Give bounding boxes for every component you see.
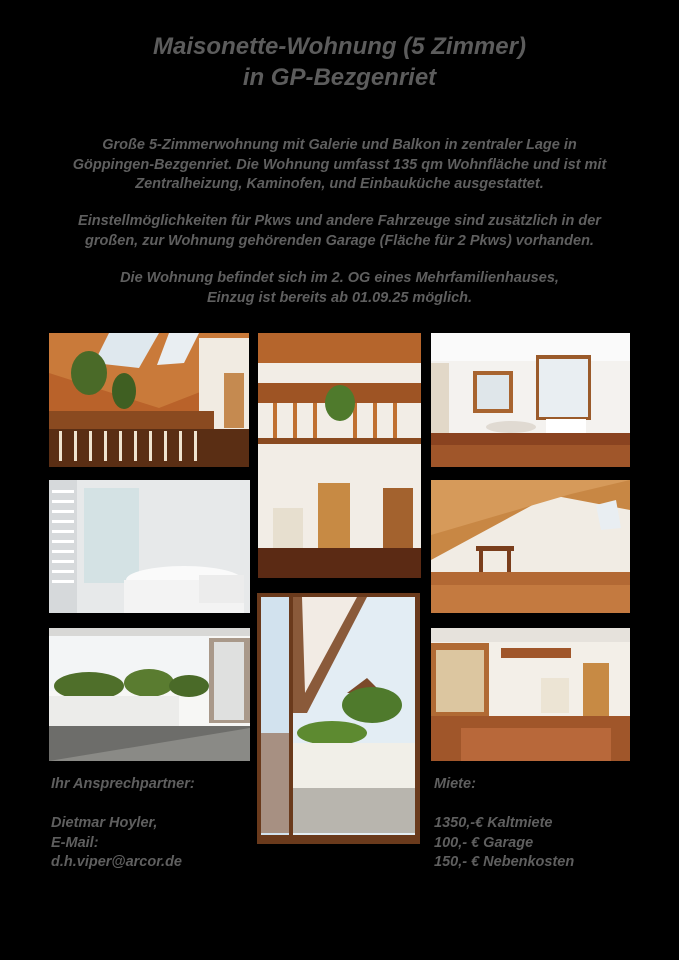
email-address[interactable]: d.h.viper@arcor.de — [51, 854, 182, 870]
email-label: E-Mail: — [51, 834, 99, 851]
photo-living-room — [431, 333, 630, 467]
garage-rent: 100,- € Garage — [434, 834, 534, 851]
contact-block — [51, 775, 195, 873]
contact-heading: Ihr Ansprechpartner: — [51, 776, 195, 792]
text-line: großen, zur Wohnung gehörenden Garage (Fläche für 2 Pkws) vorhanden. — [85, 232, 594, 249]
title-line-1: Maisonette-Wohnung (5 Zimmer) — [153, 33, 526, 60]
text-line: Göppingen-Bezgenriet. Die Wohnung umfasst 135 qm Wohnfläche und ist mit — [72, 156, 607, 173]
text-line: Große 5-Zimmerwohnung mit Galerie und Balkon in zentraler Lage in — [102, 137, 577, 153]
photo-balcony-terrace — [49, 628, 250, 761]
rent-block — [434, 775, 574, 873]
text-line: Einzug ist bereits ab 01.09.25 möglich. — [206, 289, 473, 306]
contact-name: Dietmar Hoyler, — [51, 815, 158, 831]
photo-gallery-attic — [49, 333, 249, 467]
photo-balcony-door — [257, 593, 420, 844]
description-paragraph-3 — [30, 269, 649, 308]
text-line: Einstellmöglichkeiten für Pkws und andere Fahrzeuge sind zusätzlich in der — [78, 213, 601, 229]
utilities-cost: 150,- € Nebenkosten — [434, 854, 575, 870]
cold-rent: 1350,-€ Kaltmiete — [434, 815, 553, 831]
text-line: Die Wohnung befindet sich im 2. OG eines Mehrfamilienhauses, — [120, 270, 559, 286]
page-title — [0, 31, 679, 93]
title-line-2: in GP-Bezgenriet — [242, 64, 437, 91]
description-paragraph-2 — [30, 212, 649, 251]
text-line: Zentralheizung, Kaminofen, und Einbauküche ausgestattet. — [135, 176, 544, 192]
rent-heading: Miete: — [434, 776, 476, 792]
description-paragraph-1 — [30, 136, 649, 195]
photo-attic-room — [431, 480, 630, 613]
photo-gallery-interior — [258, 333, 421, 578]
photo-bathroom — [49, 480, 250, 613]
photo-hallway — [431, 628, 630, 761]
